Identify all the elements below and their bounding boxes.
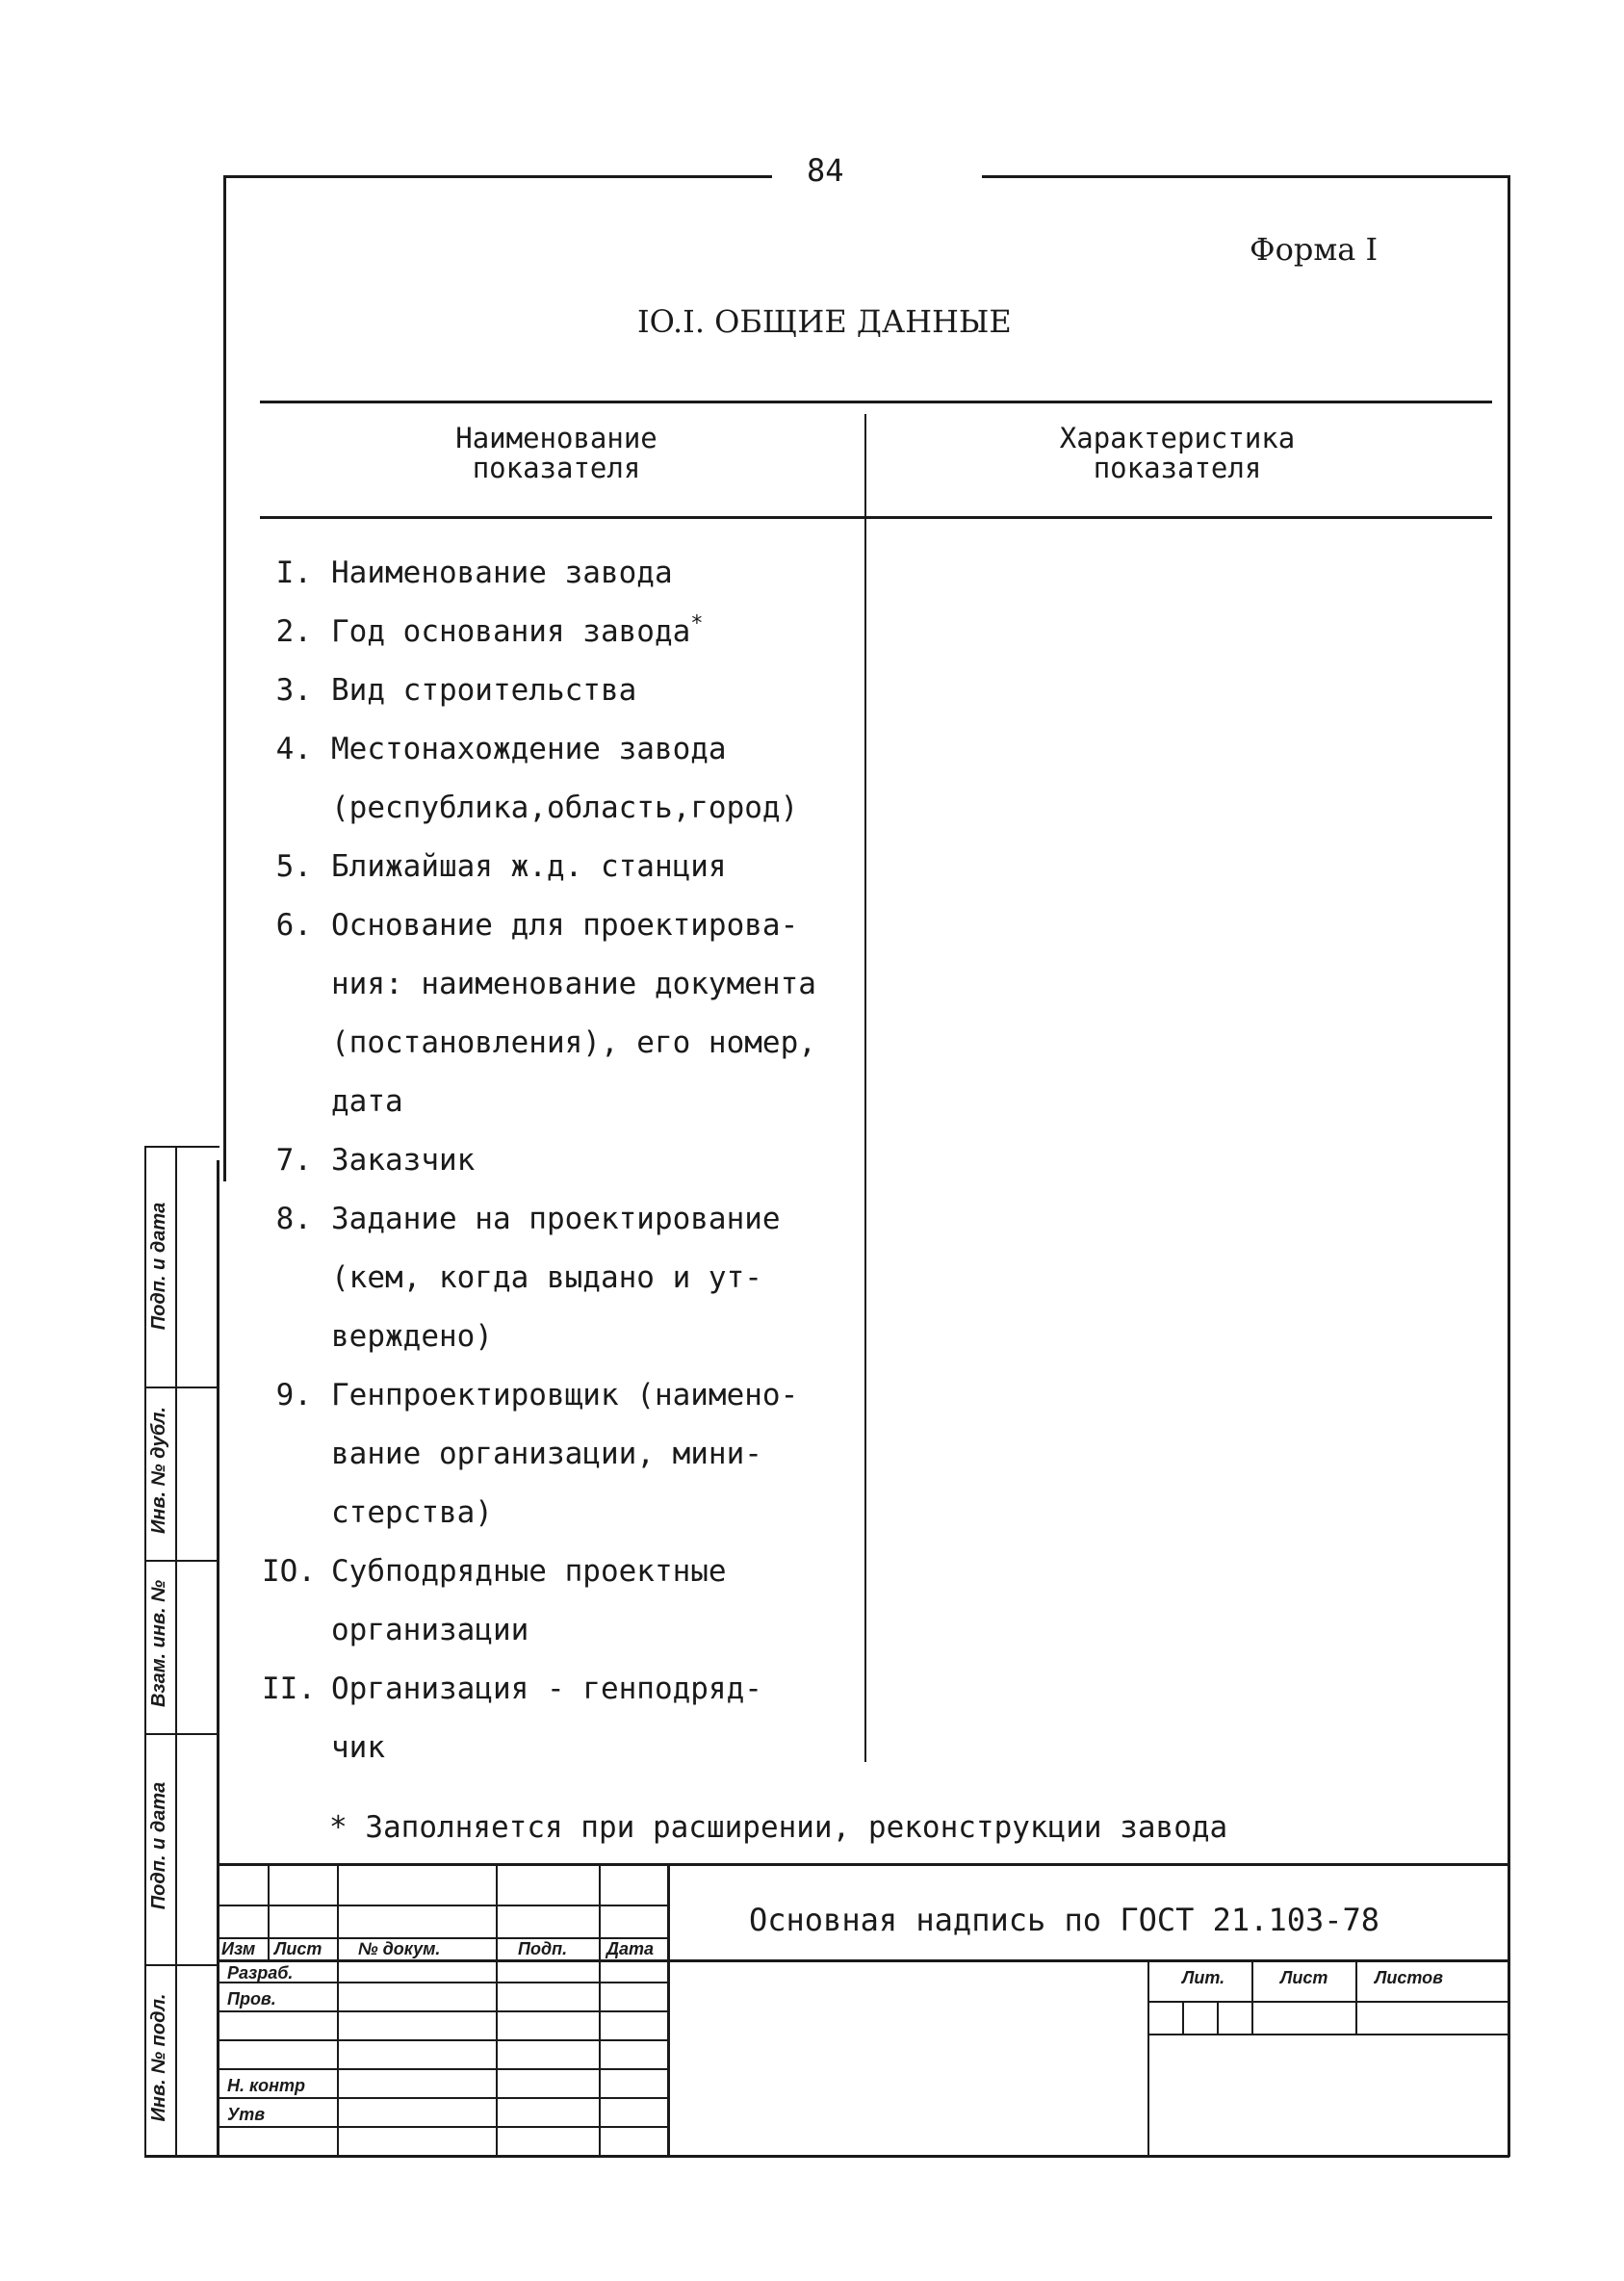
side-label-orig-inv: Инв. № подл. [148,1993,169,2122]
item-text: стерства) [331,1495,493,1530]
sheet-box-left [1147,1959,1149,2155]
sheet-box-col [1182,2001,1184,2034]
item-number: 9. [275,1378,312,1413]
item-number: 8. [275,1202,312,1236]
side-stamp-left [144,1146,146,2157]
grid-row [219,2097,669,2099]
grid-row [219,1905,669,1906]
table-header-rule [260,516,1492,519]
grid-col [496,1863,498,2155]
item-number: 7. [275,1143,312,1178]
item-number: 2. [275,614,312,649]
footnote-text: Заполняется при расширении, реконструкции завода [365,1810,1228,1845]
item-text: организации [331,1613,529,1647]
item-text: верждено) [331,1319,493,1354]
stamp-role-developer: Разраб. [227,1963,294,1983]
column-header-name [262,424,851,483]
item-text: (постановления), его номер, [331,1025,816,1060]
grid-row [219,2068,669,2070]
stamp-header-list: Лист [274,1939,322,1958]
side-label-replace-inv: Взам. инв. № [148,1579,169,1708]
stamp-role-norm-control: Н. контр [227,2076,305,2095]
side-label-dup-inv: Инв. № дубл. [148,1407,169,1534]
item-text [331,603,704,661]
item-text: чик [331,1730,385,1765]
item-text: (республика,область,город) [331,791,799,825]
item-text: (кем, когда выдано и ут- [331,1260,762,1295]
stamp-role-approved: Утв [227,2105,266,2124]
side-stamp-top [144,1146,219,1148]
frame-left-lower [217,1160,219,2157]
grid-col [599,1863,601,2155]
item-text: Задание на проектирование [331,1202,781,1236]
stamp-sheet: Лист [1280,1968,1328,1987]
grid-row [219,1959,669,1962]
item-text: Организация - генподряд- [331,1672,762,1706]
title-block-top [219,1863,1509,1866]
item-number: 5. [275,849,312,884]
sheet-box-col [1251,1959,1253,2034]
footnote-mark: * [329,1810,348,1845]
grid-col [337,1863,339,2155]
page-number: 84 [807,152,844,189]
sheet-box-col [1217,2001,1219,2034]
item-number: I. [275,556,312,590]
item-text: Местонахождение завода [331,732,727,766]
item-text: дата [331,1084,403,1119]
title-block-mid [669,1959,1509,1962]
grid-row [219,2010,669,2012]
frame-right [1508,175,1510,2157]
item-number: 6. [275,908,312,943]
title-block-caption: Основная надпись по ГОСТ 21.103-78 [749,1902,1380,1938]
column-header-characteristic [864,424,1490,483]
sheet-box-row [1147,2001,1509,2003]
item-number: 3. [275,673,312,708]
side-label-sign-date-2: Подп. и дата [148,1781,169,1910]
item-text: Ближайшая ж.д. станция [331,849,727,884]
stamp-sheets: Листов [1375,1968,1444,1987]
footnote-mark: * [690,611,704,636]
item-text: вание организации, мини- [331,1437,762,1471]
column-header-characteristic-line2: показателя [1093,452,1262,484]
column-header-characteristic-line1: Характеристика [1059,422,1296,454]
item-text: Основание для проектирова- [331,908,799,943]
item-text-body: Год основания завода [331,614,691,649]
sheet-box-col [1355,1959,1357,2034]
stamp-header-sign: Подп. [518,1939,568,1958]
sheet-box-row [1147,2034,1509,2035]
item-text: ния: наименование документа [331,967,816,1001]
item-number: II. [262,1672,316,1706]
stamp-header-izm: Изм [221,1939,256,1958]
table-top-rule [260,401,1492,403]
column-header-name-line2: показателя [472,452,641,484]
stamp-lit: Лит. [1182,1968,1225,1987]
grid-col [667,1863,670,2155]
item-text: Заказчик [331,1143,476,1178]
item-text: Вид строительства [331,673,637,708]
stamp-header-doc: № докум. [358,1939,441,1958]
table-column-divider [864,414,866,1762]
item-text: Субподрядные проектные [331,1554,727,1589]
footnote [329,1810,1227,1845]
grid-row [219,2039,669,2041]
side-label-sign-date: Подп. и дата [148,1202,169,1331]
column-header-name-line1: Наименование [455,422,657,454]
item-number: IO. [262,1554,316,1589]
grid-col [268,1863,270,1959]
frame-bottom [144,2155,1509,2158]
frame-top-left [223,175,772,178]
side-stamp-mid [175,1146,177,2157]
grid-row [219,2126,669,2128]
item-text: Наименование завода [331,556,673,590]
section-title: IO.I. ОБЩИЕ ДАННЫЕ [637,303,1012,340]
item-number: 4. [275,732,312,766]
form-label: Форма I [1250,231,1379,268]
item-text: Генпроектировщик (наимено- [331,1378,799,1413]
stamp-role-checker: Пров. [227,1989,276,2009]
frame-top-right [982,175,1509,178]
frame-left [223,175,226,1181]
stamp-header-date: Дата [606,1939,655,1958]
